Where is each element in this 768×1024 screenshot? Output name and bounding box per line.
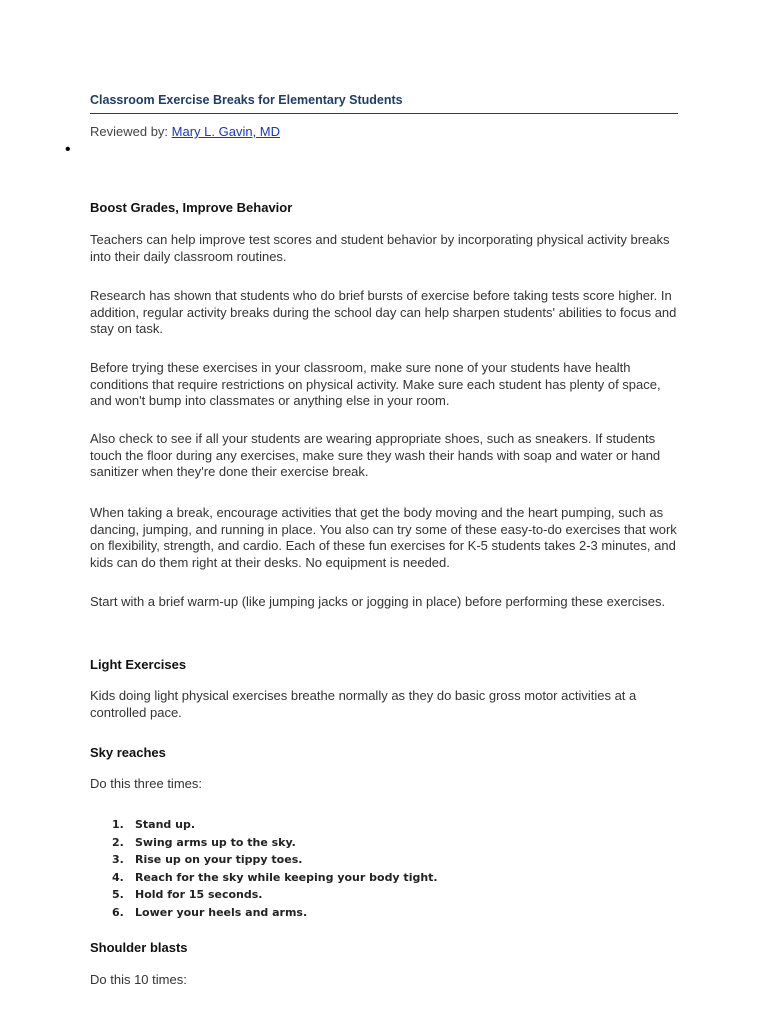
step-text: Swing arms up to the sky. xyxy=(135,835,296,849)
paragraph-7: Kids doing light physical exercises breathe normally as they do basic gross motor activities at a controlled pace. xyxy=(90,688,637,720)
step-text: Stand up. xyxy=(135,818,196,831)
list-item xyxy=(90,816,438,834)
step-text: Lower your heels and arms. xyxy=(135,905,308,919)
page-title: Classroom Exercise Breaks for Elementary Students xyxy=(90,93,678,114)
paragraph-3: Before trying these exercises in your classroom, make sure none of your students have health conditions that require restrictions on physical activity. Make sure each student has plenty of space, and won't bump into classmates or anything else in your room. xyxy=(90,360,661,408)
heading-boost-grades: Boost Grades, Improve Behavior xyxy=(90,200,293,215)
heading-light-exercises: Light Exercises xyxy=(90,657,187,672)
sky-reaches-steps xyxy=(90,816,438,921)
list-item xyxy=(90,886,438,904)
paragraph-2: Research has shown that students who do brief bursts of exercise before taking tests score higher. In addition, regular activity breaks during the school day can help sharpen students' abilities to focus and stay on task. xyxy=(90,288,677,336)
step-number: 4. xyxy=(112,870,124,884)
sky-reaches-intro: Do this three times: xyxy=(90,776,202,791)
reviewed-by xyxy=(90,124,280,139)
bullet-marker: • xyxy=(65,141,71,158)
reviewed-label: Reviewed by: xyxy=(90,124,172,139)
step-text: Rise up on your tippy toes. xyxy=(135,853,303,866)
heading-sky-reaches: Sky reaches xyxy=(90,745,166,760)
step-number: 3. xyxy=(112,853,124,866)
paragraph-1: Teachers can help improve test scores and student behavior by incorporating physical activity breaks into their daily classroom routines. xyxy=(90,232,670,264)
paragraph-6: Start with a brief warm-up (like jumping jacks or jogging in place) before performing these exercises. xyxy=(90,594,666,609)
step-text: Hold for 15 seconds. xyxy=(135,888,263,901)
list-item xyxy=(90,904,438,922)
list-item xyxy=(90,869,438,887)
list-item xyxy=(90,834,438,852)
author-link[interactable]: Mary L. Gavin, MD xyxy=(171,124,281,139)
paragraph-5: When taking a break, encourage activities that get the body moving and the heart pumping, such as dancing, jumping, and running in place. You also can try some of these easy-to-do exercises that work on flexibility, strength, and cardio. Each of these fun exercises for K-5 students takes 2-3 minutes, and kids can do them right at their desks. No equipment is needed. xyxy=(90,505,677,570)
step-number: 5. xyxy=(112,888,124,901)
shoulder-blasts-intro: Do this 10 times: xyxy=(90,972,187,987)
paragraph-4: Also check to see if all your students are wearing appropriate shoes, such as sneakers. If students touch the floor during any exercises, make sure they wash their hands with soap and water or hand sanitizer when they're done their exercise break. xyxy=(90,431,661,479)
list-item xyxy=(90,851,438,869)
step-number: 6. xyxy=(112,905,124,919)
step-number: 2. xyxy=(112,835,124,849)
heading-shoulder-blasts: Shoulder blasts xyxy=(90,940,188,955)
step-text: Reach for the sky while keeping your body tight. xyxy=(135,870,438,884)
step-number: 1. xyxy=(112,818,124,831)
